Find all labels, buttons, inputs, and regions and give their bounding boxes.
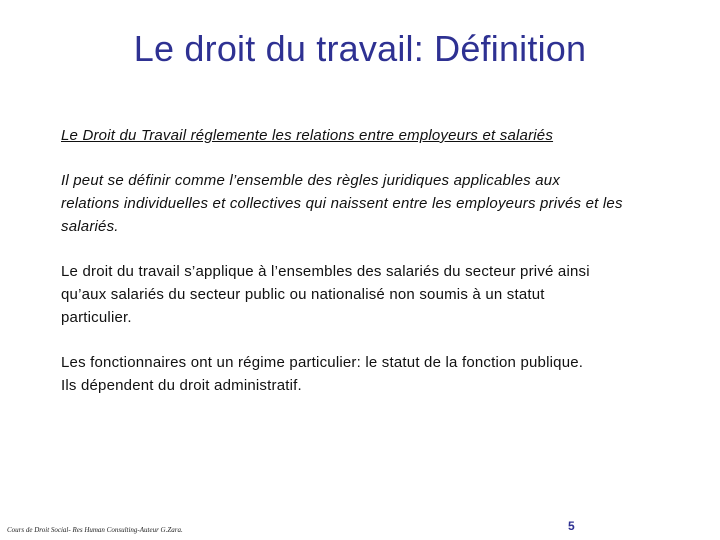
fonctionnaires-line: Ils dépendent du droit administratif. (61, 377, 302, 394)
definition-paragraph (61, 169, 661, 238)
slide-content (61, 124, 661, 397)
definition-line: relations individuelles et collectives qui naissent entre les employeurs privés et les (61, 195, 623, 212)
scope-line: particulier. (61, 309, 132, 326)
scope-line: qu’aux salariés du secteur public ou nationalisé non soumis à un statut (61, 286, 545, 303)
fonctionnaires-paragraph (61, 351, 661, 397)
intro-statement: Le Droit du Travail réglemente les relations entre employeurs et salariés (61, 127, 554, 144)
page-number: 5 (568, 519, 575, 533)
scope-line: Le droit du travail s’applique à l’ensembles des salariés du secteur privé ainsi (61, 263, 590, 280)
fonctionnaires-line: Les fonctionnaires ont un régime particulier: le statut de la fonction publique. (61, 354, 584, 371)
definition-line: Il peut se définir comme l’ensemble des règles juridiques applicables aux (61, 172, 561, 189)
definition-line: salariés. (61, 218, 119, 235)
slide-title: Le droit du travail: Définition (133, 28, 587, 69)
scope-paragraph (61, 260, 661, 329)
slide-footer: Cours de Droit Social- Res Human Consulting-Auteur G.Zara. (7, 526, 183, 534)
